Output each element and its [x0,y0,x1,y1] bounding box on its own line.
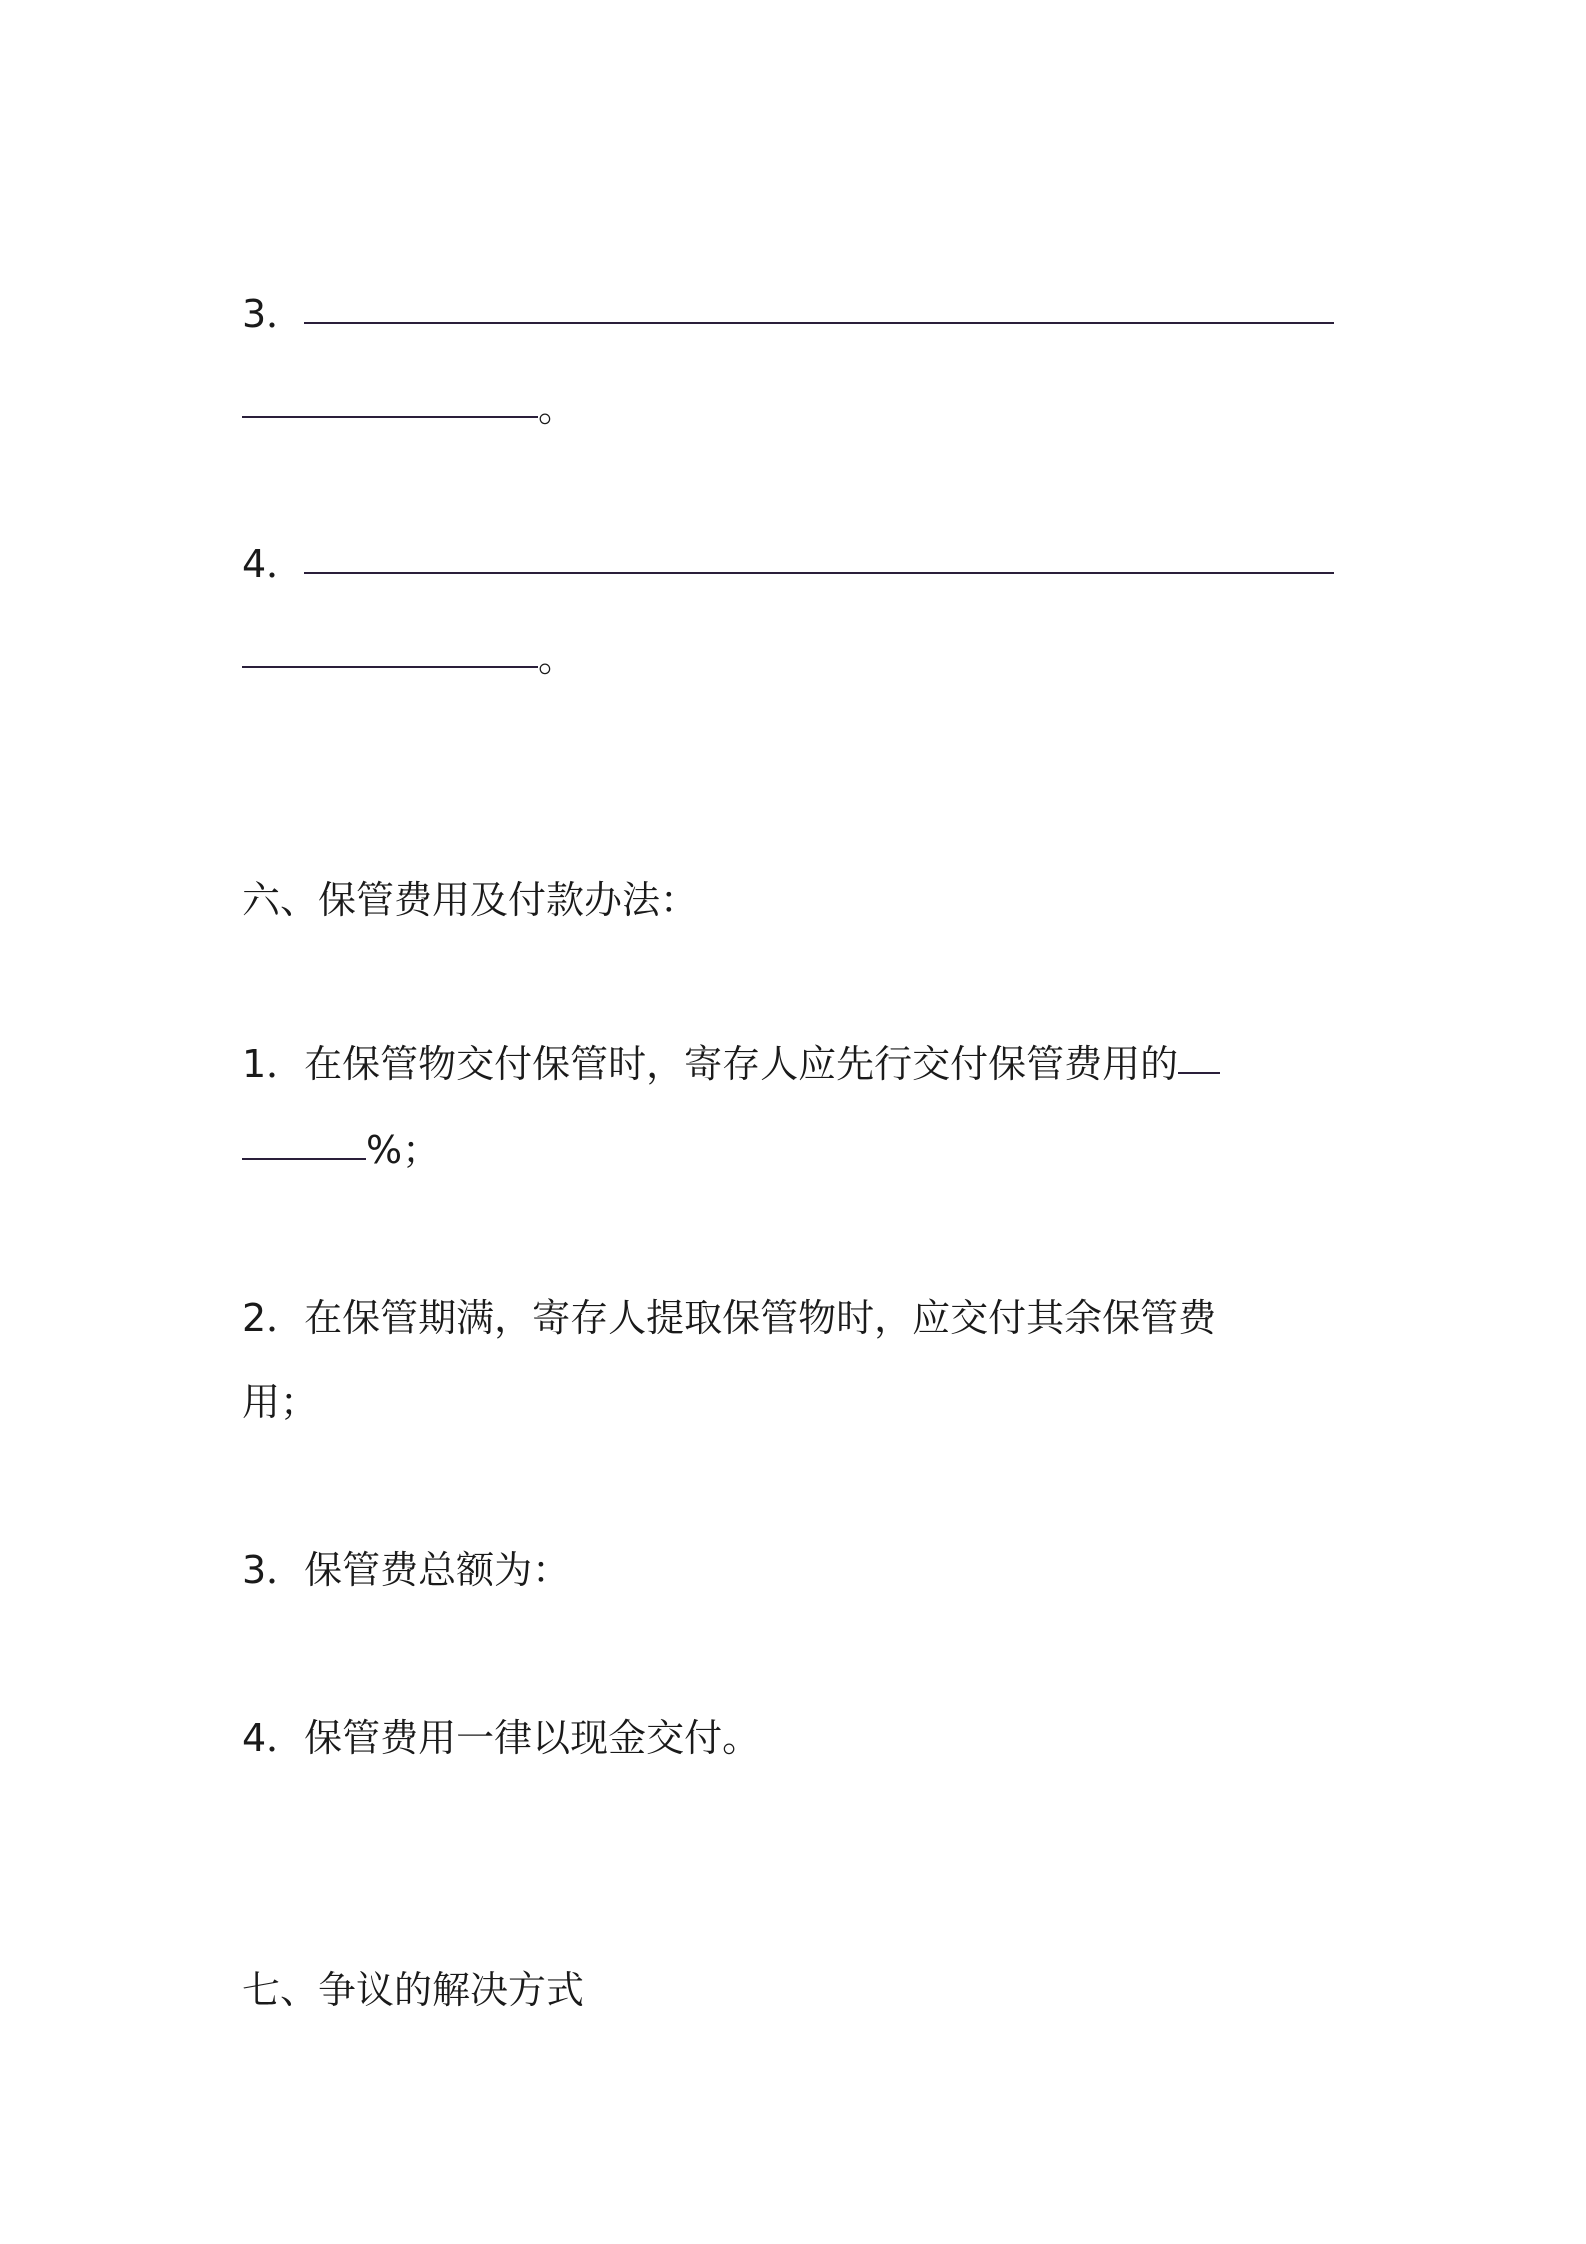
s6-para-2-line-1: 2．在保管期满，寄存人提取保管物时，应交付其余保管费 [242,1296,1217,1340]
s6-para-1-line-2 [242,1126,440,1174]
blank-line [304,318,1334,324]
blank-line [242,662,538,668]
s6-para-3: 3．保管费总额为： [242,1548,571,1592]
item-3-end: 。 [538,386,577,430]
s6-para-4: 4．保管费用一律以现金交付。 [242,1716,761,1760]
s6-para-1-text: 1．在保管物交付保管时，寄存人应先行交付保管费用的 [242,1042,1179,1086]
s6-para-1-line-1 [242,1040,1220,1088]
blank-line [242,412,538,418]
item-4-line-1 [242,540,1334,588]
item-4-number: 4． [242,542,305,586]
blank-line [1178,1068,1220,1074]
item-4-end: 。 [538,636,577,680]
item-3-number: 3． [242,292,305,336]
blank-line [304,568,1334,574]
item-3-line-1 [242,290,1334,338]
item-4-line-2 [242,634,576,682]
section-7-heading: 七、争议的解决方式 [242,1968,585,2012]
s6-para-2-line-2: 用； [242,1380,319,1424]
section-6-heading: 六、保管费用及付款办法： [242,878,699,922]
item-3-line-2 [242,384,576,432]
s6-para-1-end: %； [366,1128,441,1172]
blank-line [242,1154,366,1160]
